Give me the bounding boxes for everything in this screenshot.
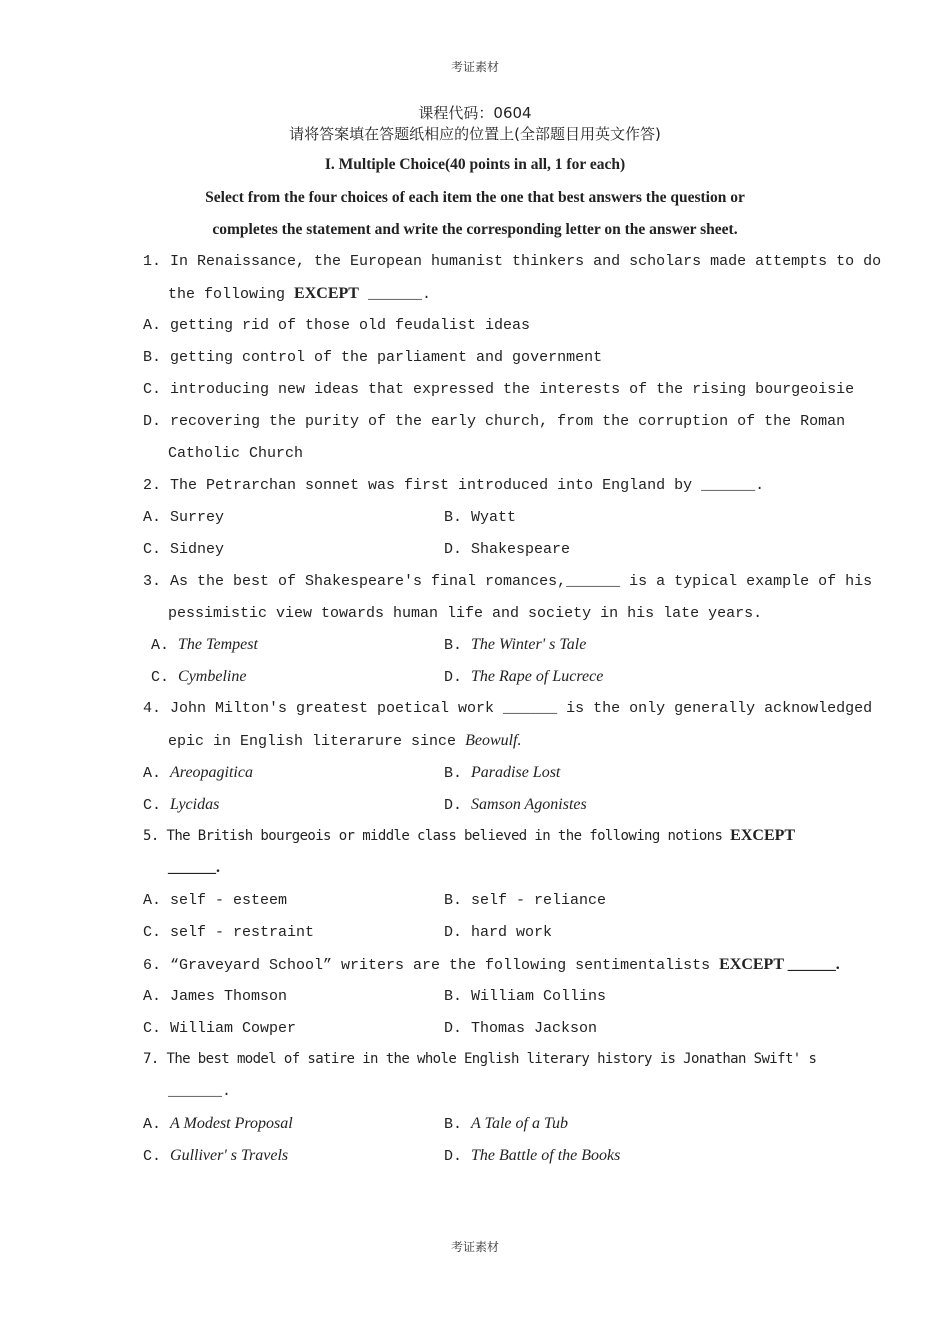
q4-option-b xyxy=(444,764,560,782)
q3-c-letter: C. xyxy=(151,669,170,686)
q1-stem-line1: 1. In Renaissance, the European humanist thinkers and scholars made attempts to do xyxy=(143,253,882,270)
q2-option-d: D. Shakespeare xyxy=(444,541,571,558)
q4-d-text: Samson Agonistes xyxy=(471,796,587,813)
q6-option-c: C. William Cowper xyxy=(143,1020,297,1037)
q5-stem-text: 5. The British bourgeois or middle class believed in the following notions xyxy=(143,828,731,844)
q7-c-text: Gulliver' s Travels xyxy=(170,1147,289,1164)
q3-option-b xyxy=(444,636,586,654)
q2-stem: 2. The Petrarchan sonnet was first introduced into England by ______. xyxy=(143,477,765,494)
q3-b-letter: B. xyxy=(444,637,463,654)
q4-d-letter: D. xyxy=(444,797,463,814)
q7-b-text: A Tale of a Tub xyxy=(471,1115,568,1132)
course-code: 课程代码：0604 xyxy=(418,104,532,122)
q1-option-d: D. recovering the purity of the early church, from the corruption of the Roman xyxy=(143,413,846,430)
q3-a-letter: A. xyxy=(151,637,170,654)
q4-beowulf: Beowulf. xyxy=(465,732,522,749)
q1-option-c: C. introducing new ideas that expressed the interests of the rising bourgeoisie xyxy=(143,381,855,398)
q4-option-c xyxy=(143,796,219,814)
q7-option-d xyxy=(444,1147,620,1165)
q7-a-text: A Modest Proposal xyxy=(170,1115,293,1132)
q5-option-b: B. self - reliance xyxy=(444,892,607,909)
q7-option-a xyxy=(143,1115,293,1133)
q1-stem-line2 xyxy=(168,285,431,303)
q4-stem-line1: 4. John Milton's greatest poetical work ______ is the only generally acknowledged xyxy=(143,700,873,717)
q3-stem-line2: pessimistic view towards human life and society in his late years. xyxy=(168,605,763,622)
q5-option-a: A. self - esteem xyxy=(143,892,288,909)
q5-stem-line1 xyxy=(143,827,795,845)
q7-d-letter: D. xyxy=(444,1148,463,1165)
q3-d-text: The Rape of Lucrece xyxy=(471,668,604,685)
q1-option-d-cont: Catholic Church xyxy=(168,445,304,462)
instruction-line-2: completes the statement and write the corresponding letter on the answer sheet. xyxy=(212,221,738,238)
q6-stem-text: 6. “Graveyard School” writers are the following sentimentalists xyxy=(143,957,720,974)
q4-a-text: Areopagitica xyxy=(170,764,253,781)
q2-option-b: B. Wyatt xyxy=(444,509,517,526)
q5-stem-line2: ______. xyxy=(168,859,220,876)
q1-option-a: A. getting rid of those old feudalist ideas xyxy=(143,317,531,334)
q4-option-d xyxy=(444,796,587,814)
q2-option-a: A. Surrey xyxy=(143,509,225,526)
page-header: 考证素材 xyxy=(450,60,499,74)
q6-option-b: B. William Collins xyxy=(444,988,607,1005)
q4-stem-line2 xyxy=(168,732,522,750)
q1-except: EXCEPT xyxy=(294,285,359,302)
page-footer: 考证素材 xyxy=(450,1240,499,1254)
q3-option-d xyxy=(444,668,603,686)
q7-c-letter: C. xyxy=(143,1148,162,1165)
q7-stem-line2: ______. xyxy=(168,1083,232,1100)
q7-option-c xyxy=(143,1147,288,1165)
instruction-chinese: 请将答案填在答题纸相应的位置上(全部题目用英文作答) xyxy=(289,125,661,143)
q4-b-letter: B. xyxy=(444,765,463,782)
q3-c-text: Cymbeline xyxy=(178,668,247,685)
q6-option-a: A. James Thomson xyxy=(143,988,288,1005)
q7-a-letter: A. xyxy=(143,1116,162,1133)
q5-option-c: C. self - restraint xyxy=(143,924,315,941)
q6-option-d: D. Thomas Jackson xyxy=(444,1020,598,1037)
q6-stem xyxy=(143,956,840,974)
q3-a-text: The Tempest xyxy=(178,636,258,653)
q7-stem-line1: 7. The best model of satire in the whole English literary history is Jonathan Swift' s xyxy=(143,1051,817,1067)
q4-c-text: Lycidas xyxy=(170,796,220,813)
q3-stem-line1: 3. As the best of Shakespeare's final romances,______ is a typical example of his xyxy=(143,573,873,590)
q3-d-letter: D. xyxy=(444,669,463,686)
q4-a-letter: A. xyxy=(143,765,162,782)
q2-option-c: C. Sidney xyxy=(143,541,225,558)
q3-option-a xyxy=(151,636,258,654)
q7-option-b xyxy=(444,1115,568,1133)
q5-except: EXCEPT xyxy=(730,827,796,844)
q7-b-letter: B. xyxy=(444,1116,463,1133)
q4-option-a xyxy=(143,764,253,782)
q7-d-text: The Battle of the Books xyxy=(471,1147,621,1164)
section-title: I. Multiple Choice(40 points in all, 1 for each) xyxy=(324,156,626,173)
q1-option-b: B. getting control of the parliament and government xyxy=(143,349,603,366)
q5-option-d: D. hard work xyxy=(444,924,553,941)
instruction-line-1: Select from the four choices of each item the one that best answers the question or xyxy=(205,189,745,206)
q4-b-text: Paradise Lost xyxy=(471,764,561,781)
q3-b-text: The Winter' s Tale xyxy=(471,636,587,653)
q3-option-c xyxy=(151,668,246,686)
q1-blank: ______. xyxy=(358,286,431,303)
q4-stem-text: epic in English literarure since xyxy=(168,733,466,750)
q1-stem-text: the following xyxy=(168,286,295,303)
q4-c-letter: C. xyxy=(143,797,162,814)
q6-except: EXCEPT ______. xyxy=(719,956,840,973)
